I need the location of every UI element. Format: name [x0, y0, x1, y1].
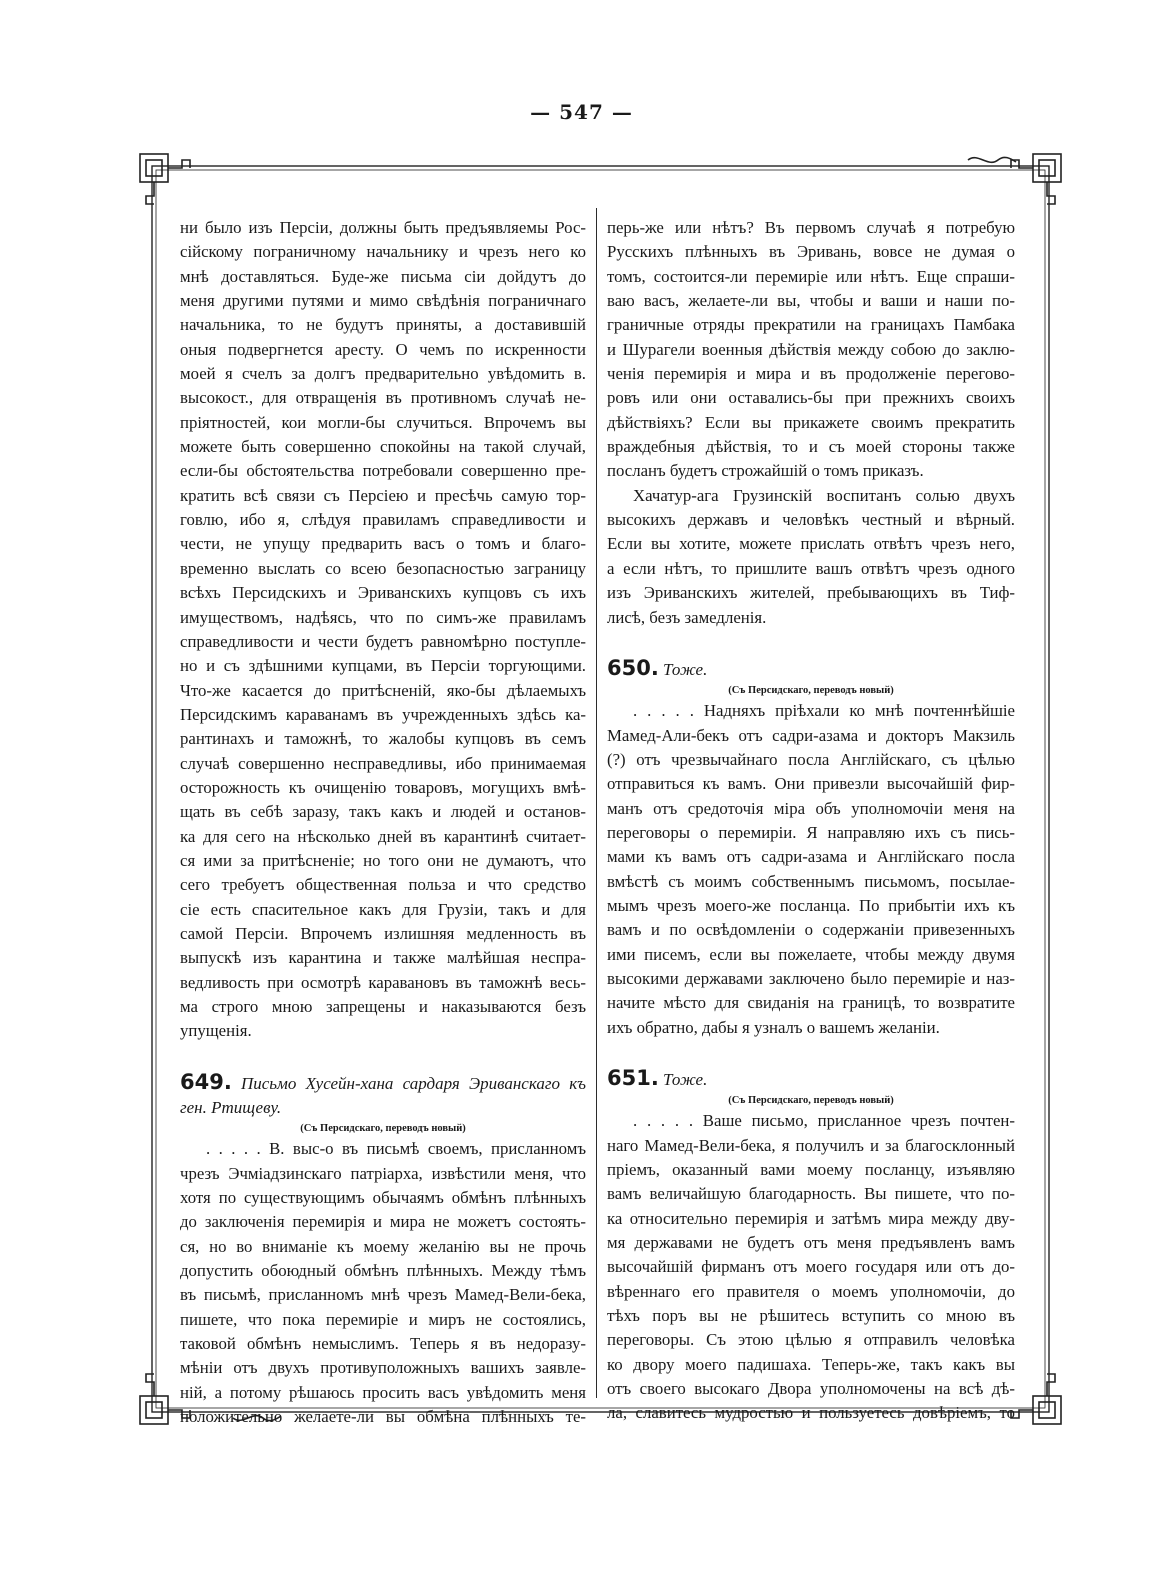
text-line: Мамед-Али-бекъ отъ садри-азама и докторъ Макзиль	[607, 725, 1015, 745]
document-text-649	[180, 1137, 586, 1429]
text-line: вмѣстѣ съ моимъ собственнымъ письмомъ, посылае-	[607, 871, 1015, 891]
text-line: временно выслать со всею безопасностью заграницу	[180, 558, 586, 578]
text-line: кратить всѣ связи съ Персіею и пресѣчь самую тор-	[180, 485, 586, 505]
text-line: таковой обмѣнъ немыслимъ. Теперь я въ недоразу-	[180, 1334, 586, 1354]
text-line: . . . . . Надняхъ пріѣхали ко мнѣ почтеннѣйшіе	[633, 701, 1015, 721]
text-line: до заключенія перемирія и мира не можетъ состоять-	[180, 1212, 586, 1232]
text-line: самой Персіи. Впрочемъ излишняя медленность въ	[180, 923, 586, 943]
text-line: ся, но во вниманіе къ моему желанію вы не прочь	[180, 1236, 586, 1256]
text-line: оныя подвергнется аресту. О чемъ по искренности	[180, 339, 586, 359]
text-line: сійскому пограничному начальнику и чрезъ него ко	[180, 242, 586, 262]
text-line: ся ими за притѣсненіе; но того они не думаютъ, что	[180, 850, 586, 870]
letter-continuation	[607, 216, 1015, 484]
text-line: ка относительно перемирія и затѣмъ мира между дву-	[607, 1208, 1015, 1228]
text-line: сіе есть спасительное какъ для Грузіи, такъ и для	[180, 899, 586, 919]
text-line: (?) отъ чрезвычайнаго посла Англійскаго, съ цѣлью	[607, 749, 1015, 769]
paragraph	[607, 484, 1015, 630]
text-line: если-бы обстоятельства потребовали совершенно пре-	[180, 461, 586, 481]
text-line: лисѣ, безъ замедленія.	[607, 607, 767, 627]
text-line: перь-же или нѣтъ? Въ первомъ случаѣ я потребую	[607, 218, 1015, 237]
document-number: 649.	[180, 1069, 232, 1094]
document-heading-651	[607, 1066, 1015, 1092]
document-number: 650.	[607, 655, 659, 680]
document-heading-650	[607, 656, 1015, 682]
text-line: говлю, ибо я, слѣдуя правиламъ справедливости и	[180, 510, 586, 530]
text-line: Персидскимъ караванамъ въ учрежденныхъ здѣсь ка-	[180, 704, 586, 724]
text-line: . . . . . В. выс-о въ письмѣ своемъ, присланномъ	[206, 1139, 586, 1159]
text-line: щать въ себѣ заразу, такъ какъ и людей и останов-	[180, 802, 586, 822]
page-number: — 547 —	[530, 100, 633, 124]
source-note: (Съ Персидскаго, переводъ новый)	[300, 1123, 466, 1135]
document-title: Письмо Хусейн-хана сардаря Эриванскаго къ ген. Ртищеву.	[180, 1073, 586, 1118]
right-column	[607, 216, 1015, 1426]
text-line: выпускѣ изъ карантина и также малѣйшая неспра-	[180, 948, 586, 968]
text-line: граничные отряды прекратили на границахъ Памбака	[607, 315, 1015, 335]
text-line: переговоры. Съ этою цѣлью я отправилъ человѣка	[607, 1330, 1015, 1350]
text-line: изъ Эриванскихъ жителей, пребывающихъ въ Тиф-	[607, 583, 1015, 603]
column-divider	[596, 208, 597, 1398]
text-line: начите мѣсто для свиданія на границѣ, то возвратите	[607, 993, 1015, 1013]
text-line: мѣніи отъ двухъ противуположныхъ вашихъ заявле-	[180, 1358, 586, 1378]
text-line: рантинахъ и таможнѣ, то жалобы купцовъ въ семъ	[180, 729, 586, 749]
text-line: ихъ обратно, дабы я узналъ о вашемъ желаніи.	[607, 1017, 940, 1037]
text-line: ими писемъ, если вы пожелаете, чтобы между двумя	[607, 944, 1015, 964]
text-line: имуществомъ, надѣясь, что по симъ-же правиламъ	[180, 607, 586, 627]
text-line: ни было изъ Персіи, должны быть предъявляемы Рос-	[180, 218, 586, 237]
text-line: тѣхъ поръ вы не рѣшитесь вступить со мною въ	[607, 1306, 1015, 1326]
document-heading-649	[180, 1070, 586, 1121]
text-line: мами къ вамъ отъ садри-азама и Англійскаго посла	[607, 847, 1015, 867]
text-line: упущенія.	[180, 1021, 252, 1041]
text-line: ній, а потому рѣшаюсь просить васъ увѣдомить меня	[180, 1382, 586, 1402]
text-line: ма строго мною запрещены и наказываются безъ	[180, 997, 586, 1016]
text-line: высокихъ державъ и человѣкъ честный и вѣрный.	[607, 510, 1015, 530]
source-note: (Съ Персидскаго, переводъ новый)	[728, 685, 894, 697]
text-line: ровъ или они оставались-бы при прежнихъ своихъ	[607, 388, 1015, 408]
document-text-651	[607, 1109, 1015, 1425]
text-line: мымъ чрезъ моего-же посланца. По прибытіи ихъ къ	[607, 895, 1015, 915]
text-line: томъ, состоится-ли перемиріе или нѣтъ. Еще спраши-	[607, 266, 1015, 286]
text-line: вѣреннаго его правителя о моемъ уполномочіи, до	[607, 1281, 1015, 1301]
text-line: меня другими путями и мимо свѣдѣнія пограничнаго	[180, 291, 586, 311]
text-line: можете быть совершенно спокойны на такой случай,	[180, 437, 586, 457]
text-line: враждебныя дѣйствія, то и съ моей стороны также	[607, 437, 1015, 457]
text-line: ла, славитесь мудростью и пользуетесь довѣріемъ, то	[607, 1403, 1015, 1423]
text-line: Хачатур-ага Грузинскій воспитанъ солью двухъ	[633, 485, 1015, 505]
text-line: переговоры о перемиріи. Я направляю ихъ съ пись-	[607, 822, 1015, 842]
left-column	[180, 216, 586, 1430]
text-line: посланъ будетъ строжайшій о томъ приказъ.	[607, 461, 924, 481]
letter-continuation	[180, 216, 586, 1044]
document-text-650	[607, 699, 1015, 1040]
text-line: Что-же касается до притѣсненій, яко-бы дѣлаемыхъ	[180, 680, 586, 700]
text-line: моей я счелъ за долгъ предварительно увѣдомить в.	[180, 364, 586, 384]
document-title: Тоже.	[663, 659, 708, 679]
text-line: пишете, что пока перемиріе и миръ не состоялись,	[180, 1309, 586, 1329]
text-line: сего требуетъ общественная польза и что средство	[180, 875, 586, 895]
text-line: осторожность къ очищенію товаровъ, могущихъ вмѣ-	[180, 777, 586, 797]
text-line: чести, не упущу предварить васъ о томъ и благо-	[180, 534, 586, 554]
document-title: Тоже.	[663, 1070, 708, 1089]
text-line: всѣхъ Персидскихъ и Эриванскихъ купцовъ съ ихъ	[180, 583, 586, 603]
text-line: чрезъ Эчміадзинскаго патріарха, извѣстили меня, что	[180, 1163, 586, 1183]
text-line: но и съ здѣшними купцами, въ Персіи торгующими.	[180, 656, 586, 676]
text-line: пріятностей, кои могли-бы случиться. Впрочемъ вы	[180, 412, 586, 432]
text-line: отъ своего высокаго Двора уполномочены на всѣ дѣ-	[607, 1379, 1015, 1399]
text-line: Если вы хотите, можете прислать отвѣтъ чрезъ него,	[607, 534, 1015, 554]
text-line: положительно желаете-ли вы обмѣна плѣнныхъ те-	[180, 1407, 586, 1427]
text-line: случаѣ совершенно несправедливы, ибо принимаемая	[180, 753, 586, 773]
text-line: ко двору моего падишаха. Теперь-же, такъ какъ вы	[607, 1354, 1015, 1374]
text-line: дѣйствіяхъ? Если вы прикажете своимъ прекратить	[607, 412, 1015, 432]
text-line: въ письмѣ, присланномъ мнѣ чрезъ Мамед-Вели-бека,	[180, 1285, 586, 1305]
text-line: Русскихъ плѣнныхъ въ Эривань, вовсе не думая о	[607, 242, 1015, 262]
text-line: ваю васъ, желаете-ли вы, чтобы и ваши и наши по-	[607, 291, 1015, 311]
text-line: справедливости и чести будетъ равномѣрно поступле-	[180, 631, 586, 651]
document-number: 651.	[607, 1066, 659, 1090]
text-line: допустить обоюдный обмѣнъ плѣнныхъ. Между тѣмъ	[180, 1261, 586, 1281]
text-line: наго Мамед-Вели-бека, я получилъ и за благосклонный	[607, 1135, 1015, 1155]
text-line: манъ отъ средоточія міра объ уполномочіи меня на	[607, 798, 1015, 818]
text-line: высокост., для отвращенія въ противномъ случаѣ не-	[180, 388, 586, 408]
text-line: мнѣ доставляться. Буде-же письма сіи дойдутъ до	[180, 266, 586, 286]
text-line: ведливость при осмотрѣ каравановъ въ таможнѣ весь-	[180, 972, 586, 992]
text-line: начальника, то не будутъ приняты, а доставившій	[180, 315, 586, 335]
text-line: высокими державами заключено было перемиріе и наз-	[607, 968, 1015, 988]
text-line: . . . . . Ваше письмо, присланное чрезъ почтен-	[633, 1111, 1015, 1131]
text-line: а если нѣтъ, то пришлите вашъ отвѣтъ чрезъ одного	[607, 558, 1015, 578]
text-line: высочайшій фирманъ отъ моего государя или отъ до-	[607, 1257, 1015, 1277]
text-line: пріемъ, оказанный вами моему посланцу, изъявляю	[607, 1160, 1015, 1180]
text-line: вамъ величайшую благодарность. Вы пишете, что по-	[607, 1184, 1015, 1204]
text-line: вамъ и по освѣдомленіи о содержаніи привезенныхъ	[607, 920, 1015, 940]
text-line: и Шурагели военныя дѣйствія между собою до заклю-	[607, 339, 1015, 359]
text-line: мя державами не будетъ отъ меня предъявленъ вамъ	[607, 1233, 1015, 1253]
source-note: (Съ Персидскаго, переводъ новый)	[728, 1095, 894, 1107]
text-line: ка для сего на нѣсколько дней въ карантинѣ считает-	[180, 826, 586, 846]
text-line: ченія перемирія и мира и въ продолженіе перегово-	[607, 364, 1015, 384]
text-line: отправиться къ вамъ. Они привезли высочайшій фир-	[607, 774, 1015, 794]
text-line: хотя по существующимъ обычаямъ обмѣнъ плѣнныхъ	[180, 1188, 586, 1208]
